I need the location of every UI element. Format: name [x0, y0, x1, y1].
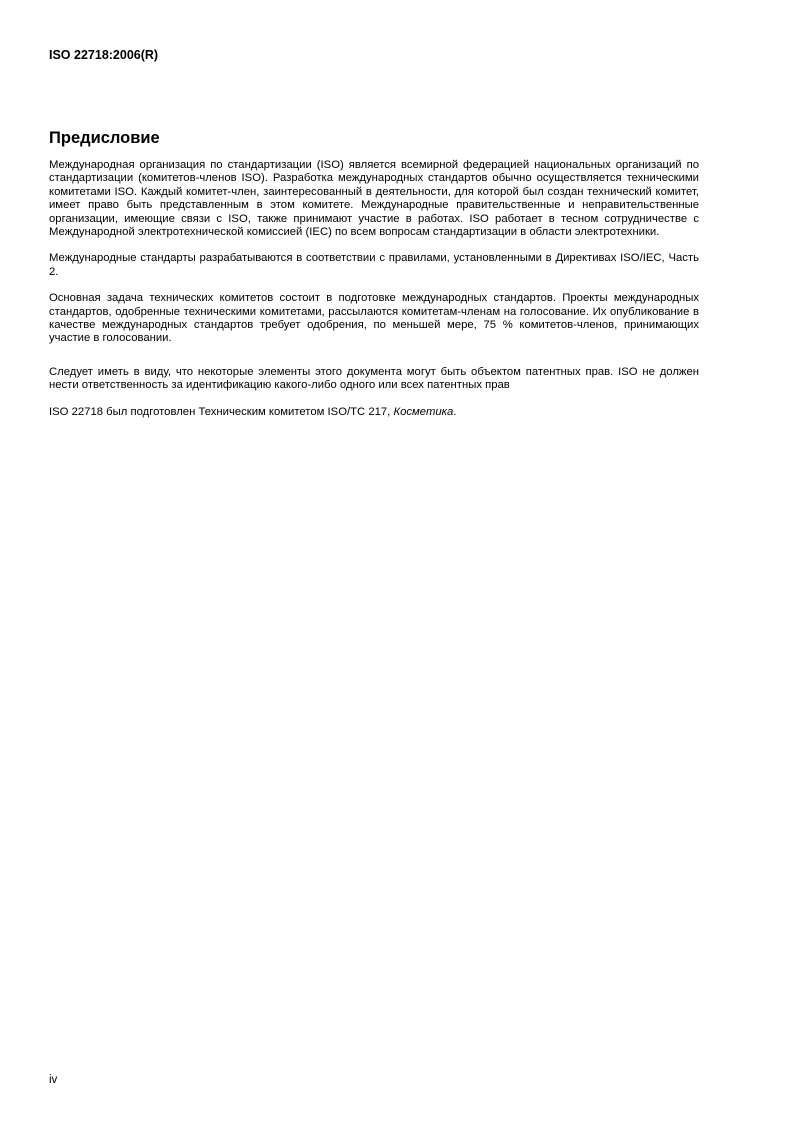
prepared-by-text: ISO 22718 был подготовлен Техническим комитетом ISO/TC 217, [49, 405, 394, 418]
document-id-header: ISO 22718:2006(R) [49, 48, 159, 62]
foreword-paragraph-4: Следует иметь в виду, что некоторые элементы этого документа могут быть объектом патентных прав. ISO не должен нести ответственность за идентификацию какого-либо одного или всех патентных прав [49, 365, 699, 392]
foreword-paragraph-1: Международная организация по стандартизации (ISO) является всемирной федерацией национальных организаций по стандартизации (комитетов-членов ISO). Разработка международных стандартов обычно осуществляется техническими комитетами ISO. Каждый комитет-член, заинтересованный в деятельности, для которой был создан технический комитет, имеет право быть представленным в этом комитете. Международные правительственные и неправительственные организации, имеющие связи с ISO, также принимают участие в работах. ISO работает в тесном сотрудничестве с Международной электротехнической комиссией (IEC) по всем вопросам стандартизации в области электротехники. [49, 159, 699, 239]
committee-name: Косметика [393, 405, 454, 418]
page-number: iv [49, 1074, 58, 1086]
foreword-paragraph-3: Основная задача технических комитетов состоит в подготовке международных стандартов. Проекты международных стандартов, одобренные техническими комитетами, рассылаются комитетам-членам на голосование. Их опубликование в качестве международных стандартов требует одобрения, по меньшей мере, 75 % комитетов-членов, принимающих участие в голосовании. [49, 292, 699, 345]
foreword-section [49, 127, 699, 432]
foreword-paragraph-5 [49, 406, 699, 419]
foreword-paragraph-2: Международные стандарты разрабатываются в соответствии с правилами, установленными в Директивах ISO/IEC, Часть 2. [49, 252, 699, 278]
section-title: Предисловие [49, 129, 160, 147]
sentence-end: . [453, 405, 457, 418]
